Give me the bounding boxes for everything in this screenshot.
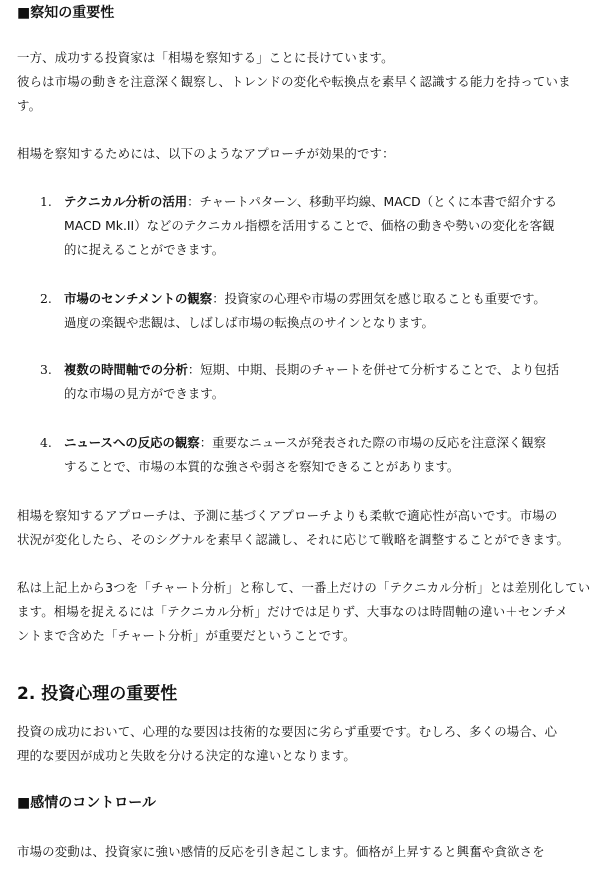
text-line	[64, 190, 594, 214]
paragraph-chart-analysis	[17, 576, 597, 648]
text-line: 市場の変動は、投資家に強い感情的反応を引き起こします。価格が上昇すると興奮や貪欲さを	[17, 844, 545, 859]
text-line: 相場を察知するためには、以下のようなアプローチが効果的です：	[17, 146, 395, 161]
list-term: テクニカル分析の活用	[64, 194, 188, 209]
text-line: 理的な要因が成功と失敗を分ける決定的な違いとなります。	[17, 748, 356, 763]
list-text: ：短期、中期、長期のチャートを併せて分析することで、より包括	[187, 362, 560, 377]
text-line	[64, 287, 594, 311]
list-text: ：重要なニュースが発表された際の市場の反応を注意深く観察	[199, 435, 547, 450]
section-heading-psychology: 2. 投資心理の重要性	[17, 684, 178, 704]
list-text: ：チャートパターン、移動平均線、MACD（とくに本書で紹介する	[187, 194, 557, 209]
text-line: ます。相場を捉えるには「テクニカル分析」だけでは足りず、大事なのは時間軸の違い＋センチメ	[17, 604, 568, 619]
paragraph-approach	[17, 142, 597, 166]
text-line: 一方、成功する投資家は「相場を察知する」ことに長けています。	[17, 50, 394, 65]
text-line: することで、市場の本質的な強さや弱さを察知できることがあります。	[64, 459, 460, 474]
section-heading-awareness: ■察知の重要性	[17, 5, 115, 21]
text-line: 過度の楽観や悲観は、しばしば市場の転換点のサインとなります。	[64, 315, 434, 330]
text-line: 相場を察知するアプローチは、予測に基づくアプローチよりも柔軟で適応性が高いです。市場の	[17, 508, 558, 523]
list-term: 複数の時間軸での分析	[64, 362, 188, 377]
paragraph-emotion	[17, 840, 597, 864]
list-number: 3.	[40, 362, 52, 377]
text-line: 私は上記上から3つを「チャート分析」と称して、一番上だけの「テクニカル分析」とは差別化してい	[17, 580, 591, 595]
text-line: 的に捉えることができます。	[64, 242, 225, 257]
text-line: す。	[17, 98, 42, 113]
text-line: 状況が変化したら、そのシグナルを素早く認識し、それに応じて戦略を調整することができます。	[17, 532, 570, 547]
list-number: 1.	[40, 194, 52, 209]
list-text: ：投資家の心理や市場の雰囲気を感じ取ることも重要です。	[212, 291, 546, 306]
list-term: ニュースへの反応の観察	[64, 435, 200, 450]
list-number: 2.	[40, 291, 52, 306]
text-line: 的な市場の見方ができます。	[64, 386, 225, 401]
text-line: 投資の成功において、心理的な要因は技術的な要因に劣らず重要です。むしろ、多くの場合、心	[17, 724, 558, 739]
paragraph-psychology	[17, 720, 597, 768]
text-line	[64, 358, 594, 382]
list-number: 4.	[40, 435, 52, 450]
list-term: 市場のセンチメントの観察	[64, 291, 213, 306]
text-line: 彼らは市場の動きを注意深く観察し、トレンドの変化や転換点を素早く認識する能力を持っていま	[17, 74, 571, 89]
section-heading-emotion: ■感情のコントロール	[17, 795, 156, 811]
paragraph-intro	[17, 46, 597, 118]
text-line: MACD Mk.II）などのテクニカル指標を活用することで、価格の動きや勢いの変化を客観	[64, 218, 555, 233]
text-line	[64, 431, 594, 455]
text-line: ントまで含めた「チャート分析」が重要だということです。	[17, 628, 356, 643]
paragraph-flexibility	[17, 504, 597, 552]
